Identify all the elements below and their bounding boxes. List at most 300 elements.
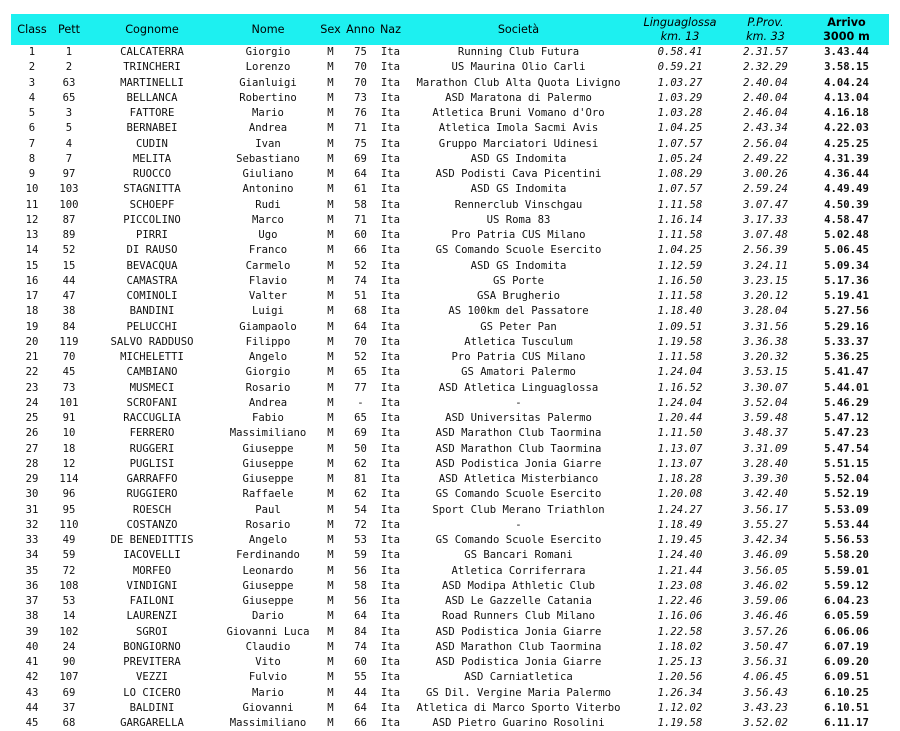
cell-pett: 102	[59, 625, 79, 638]
cell-pett: 108	[59, 579, 79, 592]
cell-linguaglossa: 1.20.44	[657, 412, 703, 424]
cell-anno: 56	[354, 564, 367, 577]
cell-linguaglossa: 1.05.24	[657, 152, 703, 165]
cell-pprov: 3.48.37	[743, 427, 788, 440]
header-arrivo-title: Arrivo	[827, 15, 866, 29]
cell-nome: Giuliano	[242, 168, 294, 180]
cell-sex: M	[327, 396, 334, 409]
cell-nome: Rosario	[245, 518, 291, 531]
table-row	[11, 701, 889, 716]
cell-nome: Franco	[248, 244, 288, 257]
cell-pett: 3	[65, 107, 73, 119]
cell-societa: Atletica Corriferrara	[451, 564, 586, 577]
cell-linguaglossa: 1.11.58	[657, 290, 703, 302]
cell-cognome: CALCATERRA	[120, 46, 184, 58]
cell-naz: Ita	[380, 625, 401, 638]
cell-pett: 68	[62, 717, 76, 729]
cell-linguaglossa: 1.23.08	[657, 579, 703, 592]
cell-sex: M	[327, 366, 334, 379]
header-linguaglossa	[633, 14, 727, 45]
cell-nome: Gianluigi	[239, 76, 297, 89]
cell-pprov: 2.49.22	[743, 152, 788, 165]
cell-societa: ASD Atletica Misterbianco	[438, 473, 599, 485]
cell-cognome: MORFEO	[132, 564, 172, 577]
cell-pett: 4	[65, 137, 73, 150]
cell-cognome: PICCOLINO	[123, 213, 181, 226]
cell-pprov: 3.46.09	[743, 549, 788, 562]
cell-anno: 61	[354, 183, 367, 196]
cell-nome: Ferdinando	[236, 549, 300, 562]
cell-naz: Ita	[380, 701, 401, 714]
cell-arrivo: 6.11.17	[824, 717, 869, 729]
cell-cognome: VEZZI	[136, 671, 168, 684]
cell-cognome: VINDIGNI	[126, 579, 178, 592]
cell-anno: 56	[354, 595, 367, 607]
cell-cognome: GARRAFFO	[126, 473, 178, 485]
cell-pprov: 2.46.04	[743, 107, 788, 119]
cell-sex: M	[327, 564, 334, 577]
cell-pprov: 3.56.31	[743, 656, 788, 668]
cell-anno: 76	[354, 107, 367, 119]
cell-cognome: LAURENZI	[126, 610, 178, 623]
cell-sex: M	[327, 305, 334, 318]
cell-nome: Andrea	[248, 122, 288, 135]
table-row	[11, 45, 889, 60]
cell-sex: M	[327, 717, 334, 729]
cell-cognome: PREVITERA	[123, 656, 181, 668]
cell-naz: Ita	[380, 137, 401, 150]
table-row	[11, 487, 889, 502]
cell-pprov: 3.07.48	[743, 229, 788, 241]
cell-linguaglossa: 1.20.08	[657, 488, 703, 501]
cell-sex: M	[327, 488, 334, 501]
cell-arrivo: 4.13.04	[824, 91, 869, 104]
cell-naz: Ita	[380, 168, 401, 180]
table-row	[11, 259, 889, 274]
cell-pett: 103	[59, 183, 79, 196]
cell-naz: Ita	[380, 671, 401, 684]
cell-anno: 65	[354, 412, 367, 424]
cell-sex: M	[327, 381, 334, 394]
cell-societa: Road Runners Club Milano	[441, 610, 596, 623]
cell-arrivo: 5.58.20	[824, 549, 869, 562]
cell-cognome: BEVACQUA	[126, 259, 178, 272]
cell-pett: 73	[62, 381, 76, 394]
cell-anno: 66	[354, 244, 367, 257]
cell-societa: AS 100km del Passatore	[448, 305, 589, 318]
cell-arrivo: 5.17.36	[824, 274, 869, 287]
results-table	[11, 14, 889, 731]
cell-societa: GS Peter Pan	[480, 320, 557, 333]
cell-nome: Giorgio	[245, 46, 291, 58]
cell-nome: Sebastiano	[236, 152, 300, 165]
cell-anno: 74	[354, 274, 367, 287]
cell-linguaglossa: 1.18.49	[657, 518, 703, 531]
cell-naz: Ita	[380, 198, 401, 211]
table-row	[11, 182, 889, 197]
cell-naz: Ita	[380, 595, 401, 607]
cell-pprov: 3.30.07	[743, 381, 788, 394]
cell-class: 24	[25, 396, 39, 409]
cell-societa: Pro Patria CUS Milano	[451, 229, 586, 241]
cell-naz: Ita	[380, 717, 401, 729]
cell-anno: 62	[354, 457, 367, 470]
cell-societa: Marathon Club Alta Quota Livigno	[416, 76, 621, 89]
cell-nome: Rudi	[255, 198, 281, 211]
table-row	[11, 655, 889, 670]
cell-class: 2	[28, 61, 36, 74]
cell-sex: M	[327, 427, 334, 440]
cell-societa: Running Club Futura	[457, 46, 580, 58]
cell-societa: ASD GS Indomita	[470, 183, 567, 196]
cell-pett: 89	[62, 229, 76, 241]
cell-anno: 58	[354, 579, 367, 592]
cell-cognome: GARGARELLA	[120, 717, 184, 729]
cell-pett: 96	[62, 488, 76, 501]
cell-pett: 65	[62, 91, 76, 104]
cell-arrivo: 6.10.51	[824, 701, 869, 714]
results-body	[11, 45, 889, 731]
cell-naz: Ita	[380, 61, 401, 74]
table-row	[11, 411, 889, 426]
cell-nome: Angelo	[248, 534, 288, 546]
cell-class: 28	[25, 457, 39, 470]
cell-sex: M	[327, 274, 334, 287]
cell-naz: Ita	[380, 183, 401, 196]
cell-arrivo: 4.49.49	[824, 183, 869, 196]
cell-linguaglossa: 0.58.41	[657, 46, 703, 58]
cell-class: 22	[25, 366, 39, 379]
cell-cognome: DE BENEDITTIS	[110, 534, 194, 546]
cell-cognome: DI RAUSO	[126, 244, 178, 257]
header-nome: Nome	[219, 14, 317, 45]
cell-pett: 119	[59, 335, 79, 348]
cell-pprov: 3.52.04	[743, 396, 788, 409]
cell-class: 35	[25, 564, 39, 577]
table-row	[11, 548, 889, 563]
cell-nome: Paul	[255, 503, 281, 516]
cell-anno: 52	[354, 351, 367, 363]
cell-linguaglossa: 1.24.27	[657, 503, 703, 516]
cell-class: 15	[25, 259, 39, 272]
cell-pprov: 3.56.05	[743, 564, 788, 577]
cell-naz: Ita	[380, 152, 401, 165]
cell-class: 27	[25, 442, 39, 455]
cell-arrivo: 5.51.15	[824, 457, 869, 470]
cell-anno: 54	[354, 503, 367, 516]
cell-sex: M	[327, 549, 334, 562]
table-row	[11, 152, 889, 167]
cell-cognome: LO CICERO	[123, 686, 181, 699]
cell-naz: Ita	[380, 366, 401, 379]
table-row	[11, 91, 889, 106]
cell-class: 25	[25, 412, 39, 424]
cell-pprov: 3.31.56	[743, 320, 788, 333]
cell-anno: 77	[354, 381, 367, 394]
cell-nome: Filippo	[245, 335, 291, 348]
cell-linguaglossa: 1.12.59	[657, 259, 703, 272]
table-row	[11, 609, 889, 624]
cell-cognome: PIRRI	[136, 229, 168, 241]
cell-societa: Sport Club Merano Triathlon	[432, 503, 605, 516]
cell-linguaglossa: 1.11.50	[657, 427, 703, 440]
cell-nome: Lorenzo	[245, 61, 291, 74]
cell-naz: Ita	[380, 549, 401, 562]
cell-nome: Giuseppe	[242, 473, 294, 485]
cell-linguaglossa: 1.18.02	[657, 640, 703, 653]
cell-sex: M	[327, 107, 334, 119]
cell-arrivo: 4.50.39	[824, 198, 869, 211]
cell-sex: M	[327, 442, 334, 455]
cell-sex: M	[327, 701, 334, 714]
cell-sex: M	[327, 244, 334, 257]
cell-sex: M	[327, 457, 334, 470]
header-row	[11, 14, 889, 45]
cell-pprov: 2.32.29	[743, 61, 788, 74]
cell-class: 11	[25, 198, 39, 211]
cell-societa: ASD GS Indomita	[470, 259, 567, 272]
cell-naz: Ita	[380, 244, 401, 257]
cell-pett: 53	[62, 595, 76, 607]
cell-societa: Atletica di Marco Sporto Viterbo	[416, 701, 621, 714]
cell-pprov: 3.00.26	[743, 168, 788, 180]
cell-nome: Valter	[248, 290, 288, 302]
cell-arrivo: 5.47.23	[824, 427, 869, 440]
cell-class: 43	[25, 686, 39, 699]
cell-cognome: CUDIN	[136, 137, 168, 150]
cell-pett: 38	[62, 305, 76, 318]
cell-anno: 62	[354, 488, 367, 501]
cell-cognome: BONGIORNO	[123, 640, 181, 653]
table-row	[11, 442, 889, 457]
cell-arrivo: 6.04.23	[824, 595, 869, 607]
cell-societa: GS Dil. Vergine Maria Palermo	[426, 686, 611, 699]
cell-linguaglossa: 1.11.58	[657, 229, 703, 241]
cell-naz: Ita	[380, 351, 401, 363]
table-row	[11, 243, 889, 258]
cell-societa: ASD Podistica Jonia Giarre	[435, 656, 602, 668]
cell-linguaglossa: 1.24.04	[657, 366, 703, 379]
cell-arrivo: 5.29.16	[824, 320, 869, 333]
cell-pett: 7	[65, 152, 73, 165]
cell-anno: 72	[354, 518, 367, 531]
cell-sex: M	[327, 122, 334, 135]
cell-class: 36	[25, 579, 39, 592]
cell-societa: ASD Maratona di Palermo	[445, 91, 592, 104]
cell-naz: Ita	[380, 640, 401, 653]
cell-pett: 90	[62, 656, 76, 668]
cell-class: 9	[28, 168, 36, 180]
cell-arrivo: 5.46.29	[824, 396, 869, 409]
cell-pprov: 4.06.45	[743, 671, 788, 684]
cell-linguaglossa: 1.04.25	[657, 122, 703, 135]
cell-pprov: 3.23.15	[743, 274, 788, 287]
cell-anno: 64	[354, 701, 367, 714]
cell-sex: M	[327, 610, 334, 623]
table-row	[11, 533, 889, 548]
cell-pprov: 3.42.40	[743, 488, 788, 501]
cell-societa: ASD Universitas Palermo	[445, 412, 592, 424]
cell-pett: 12	[62, 457, 76, 470]
cell-arrivo: 6.10.25	[824, 686, 869, 699]
cell-cognome: PUGLISI	[129, 457, 175, 470]
cell-nome: Giuseppe	[242, 457, 294, 470]
cell-nome: Giovanni	[242, 701, 294, 714]
cell-arrivo: 3.58.15	[824, 61, 869, 74]
cell-anno: 84	[354, 625, 367, 638]
cell-class: 37	[25, 595, 39, 607]
cell-anno: 60	[354, 656, 367, 668]
header-naz: Naz	[377, 14, 404, 45]
cell-cognome: PELUCCHI	[126, 320, 178, 333]
cell-nome: Ugo	[258, 229, 278, 241]
table-row	[11, 137, 889, 152]
cell-sex: M	[327, 320, 334, 333]
cell-societa: GS Comando Scuole Esercito	[435, 488, 602, 501]
cell-pett: 114	[59, 473, 79, 485]
cell-anno: 51	[354, 290, 367, 302]
cell-pett: 100	[59, 198, 79, 211]
cell-sex: M	[327, 595, 334, 607]
cell-class: 45	[25, 717, 39, 729]
cell-nome: Fabio	[252, 412, 284, 424]
cell-linguaglossa: 1.20.56	[657, 671, 703, 684]
table-row	[11, 716, 889, 731]
cell-pett: 110	[59, 518, 79, 531]
cell-linguaglossa: 1.18.28	[657, 473, 703, 485]
cell-pprov: 3.59.06	[743, 595, 788, 607]
cell-arrivo: 5.53.44	[824, 518, 869, 531]
cell-nome: Ivan	[255, 137, 281, 150]
cell-class: 1	[28, 46, 36, 58]
cell-class: 14	[25, 244, 39, 257]
cell-anno: 55	[354, 671, 367, 684]
cell-pprov: 3.28.04	[743, 305, 788, 318]
cell-nome: Dario	[252, 610, 284, 623]
cell-sex: M	[327, 290, 334, 302]
cell-anno: 60	[354, 229, 367, 241]
cell-societa: GS Porte	[492, 274, 545, 287]
cell-sex: M	[327, 503, 334, 516]
cell-linguaglossa: 1.09.51	[657, 320, 703, 333]
cell-naz: Ita	[380, 442, 401, 455]
cell-linguaglossa: 1.19.58	[657, 717, 703, 729]
cell-naz: Ita	[380, 335, 401, 348]
cell-linguaglossa: 1.03.29	[657, 91, 703, 104]
cell-linguaglossa: 1.19.58	[657, 335, 703, 348]
cell-nome: Giuseppe	[242, 595, 294, 607]
header-pprov	[727, 14, 804, 45]
cell-societa: ASD Modipa Athletic Club	[441, 579, 596, 592]
cell-pett: 52	[62, 244, 76, 257]
cell-class: 42	[25, 671, 39, 684]
cell-anno: 81	[354, 473, 367, 485]
cell-class: 39	[25, 625, 39, 638]
cell-nome: Raffaele	[242, 488, 294, 501]
cell-class: 16	[25, 274, 39, 287]
cell-naz: Ita	[380, 503, 401, 516]
cell-arrivo: 5.59.01	[824, 564, 869, 577]
cell-pprov: 3.55.27	[743, 518, 788, 531]
cell-pett: 44	[62, 274, 76, 287]
cell-arrivo: 5.41.47	[824, 366, 869, 379]
cell-societa: Atletica Tusculum	[464, 335, 573, 348]
cell-pett: 1	[65, 46, 73, 58]
cell-class: 26	[25, 427, 39, 440]
cell-naz: Ita	[380, 488, 401, 501]
cell-pett: 91	[62, 412, 76, 424]
cell-nome: Andrea	[248, 396, 288, 409]
cell-nome: Giorgio	[245, 366, 291, 379]
cell-anno: 65	[354, 366, 367, 379]
table-row	[11, 503, 889, 518]
cell-anno: -	[357, 396, 364, 409]
cell-naz: Ita	[380, 427, 401, 440]
cell-naz: Ita	[380, 213, 401, 226]
cell-anno: 70	[354, 335, 367, 348]
cell-naz: Ita	[380, 564, 401, 577]
table-row	[11, 594, 889, 609]
cell-sex: M	[327, 656, 334, 668]
cell-cognome: RUGGIERO	[126, 488, 178, 501]
cell-cognome: COMINOLI	[126, 290, 178, 302]
cell-pprov: 3.56.17	[743, 503, 788, 516]
cell-societa: ASD Marathon Club Taormina	[435, 442, 602, 455]
cell-sex: M	[327, 168, 334, 180]
table-row	[11, 228, 889, 243]
cell-anno: 71	[354, 213, 367, 226]
cell-naz: Ita	[380, 320, 401, 333]
cell-naz: Ita	[380, 473, 401, 485]
cell-sex: M	[327, 518, 334, 531]
cell-linguaglossa: 1.16.14	[657, 213, 703, 226]
table-row	[11, 670, 889, 685]
cell-naz: Ita	[380, 91, 401, 104]
cell-cognome: BELLANCA	[126, 91, 178, 104]
cell-arrivo: 6.06.06	[824, 625, 869, 638]
cell-class: 21	[25, 351, 39, 363]
cell-nome: Mario	[252, 686, 284, 699]
cell-nome: Giuseppe	[242, 579, 294, 592]
cell-naz: Ita	[380, 534, 401, 546]
cell-societa: Pro Patria CUS Milano	[451, 351, 586, 363]
cell-pett: 37	[62, 701, 76, 714]
cell-cognome: BALDINI	[129, 701, 175, 714]
cell-nome: Antonino	[242, 183, 294, 196]
cell-arrivo: 5.47.54	[824, 442, 869, 455]
table-row	[11, 640, 889, 655]
cell-pprov: 3.53.15	[743, 366, 788, 379]
header-societa: Società	[404, 14, 633, 45]
cell-arrivo: 4.16.18	[824, 107, 869, 119]
cell-pprov: 3.56.43	[743, 686, 788, 699]
cell-cognome: MARTINELLI	[120, 76, 184, 89]
cell-naz: Ita	[380, 381, 401, 394]
cell-class: 34	[25, 549, 39, 562]
cell-pett: 10	[62, 427, 76, 440]
cell-pprov: 2.43.34	[743, 122, 788, 135]
cell-naz: Ita	[380, 686, 401, 699]
cell-pprov: 3.31.09	[743, 442, 788, 455]
cell-cognome: BERNABEI	[126, 122, 178, 135]
cell-naz: Ita	[380, 229, 401, 241]
cell-cognome: FERRERO	[129, 427, 175, 440]
cell-arrivo: 5.02.48	[824, 229, 869, 241]
cell-societa: ASD Podistica Jonia Giarre	[435, 457, 602, 470]
cell-pprov: 3.46.02	[743, 579, 788, 592]
cell-pprov: 3.28.40	[743, 457, 788, 470]
cell-class: 4	[28, 91, 36, 104]
